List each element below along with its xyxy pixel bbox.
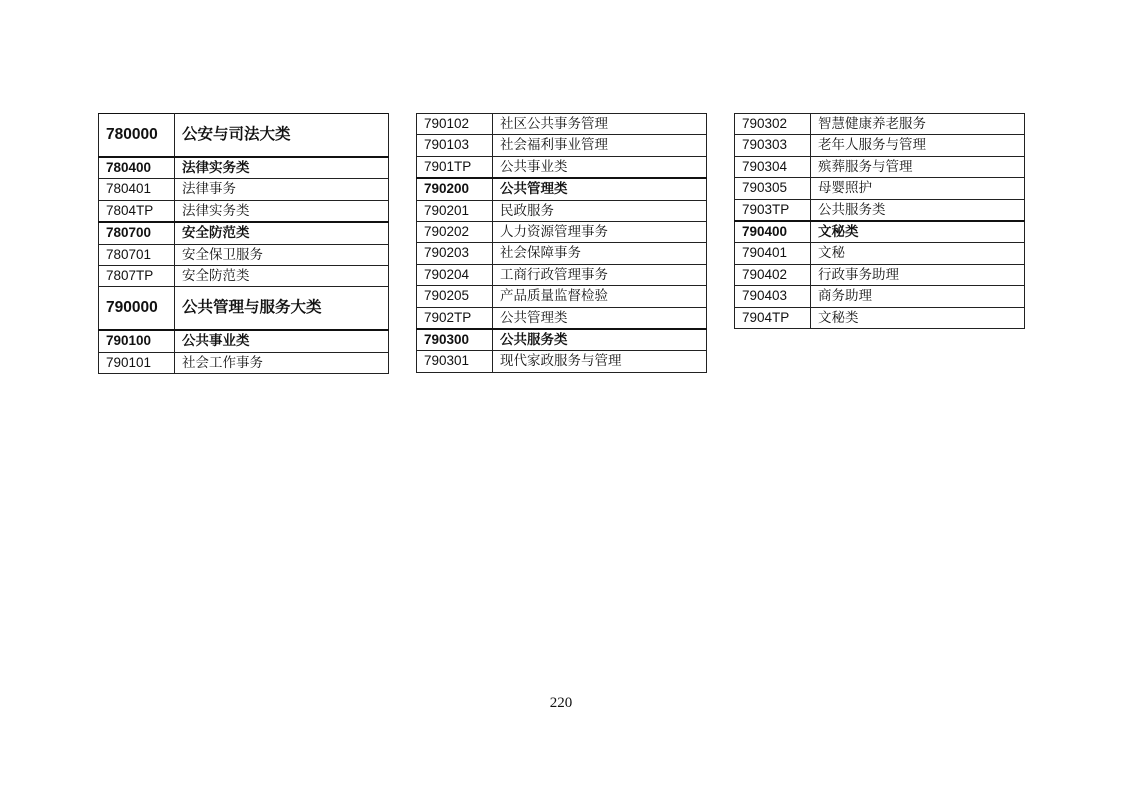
category-name: 文秘类 [811, 221, 1025, 243]
item-name: 智慧健康养老服务 [811, 114, 1025, 135]
item-code: 7904TP [735, 307, 811, 328]
table-row [417, 329, 707, 351]
table-row [417, 243, 707, 264]
item-code: 7903TP [735, 199, 811, 221]
table-row [735, 156, 1025, 177]
item-code: 790401 [735, 243, 811, 264]
item-name: 公共事业类 [493, 156, 707, 178]
item-code: 790402 [735, 264, 811, 285]
major-code: 780000 [99, 114, 175, 158]
table-row [99, 179, 389, 200]
major-name: 公安与司法大类 [175, 114, 389, 158]
table-row [99, 287, 389, 331]
category-code: 790400 [735, 221, 811, 243]
item-code: 780701 [99, 244, 175, 265]
item-name: 社区公共事务管理 [493, 114, 707, 135]
item-code: 790204 [417, 264, 493, 285]
item-code: 7804TP [99, 200, 175, 222]
item-name: 殡葬服务与管理 [811, 156, 1025, 177]
item-name: 行政事务助理 [811, 264, 1025, 285]
table-row [735, 199, 1025, 221]
table-row [99, 352, 389, 373]
item-name: 产品质量监督检验 [493, 286, 707, 307]
table-row [99, 330, 389, 352]
item-name: 安全保卫服务 [175, 244, 389, 265]
item-code: 790304 [735, 156, 811, 177]
page-number: 220 [549, 695, 573, 711]
major-code-table-2 [416, 113, 707, 373]
item-name: 商务助理 [811, 286, 1025, 307]
item-name: 法律事务 [175, 179, 389, 200]
table-row [417, 307, 707, 329]
item-code: 790303 [735, 135, 811, 156]
category-name: 公共事业类 [175, 330, 389, 352]
item-name: 社会工作事务 [175, 352, 389, 373]
table-row [735, 286, 1025, 307]
category-code: 780700 [99, 222, 175, 244]
item-code: 790202 [417, 222, 493, 243]
category-name: 公共服务类 [493, 329, 707, 351]
table-row [417, 286, 707, 307]
item-code: 7902TP [417, 307, 493, 329]
item-code: 780401 [99, 179, 175, 200]
major-code: 790000 [99, 287, 175, 331]
table-row [735, 264, 1025, 285]
table-row [735, 243, 1025, 264]
item-code: 790305 [735, 178, 811, 199]
category-name: 安全防范类 [175, 222, 389, 244]
item-name: 社会保障事务 [493, 243, 707, 264]
item-name: 社会福利事业管理 [493, 135, 707, 156]
item-name: 安全防范类 [175, 266, 389, 287]
item-name: 公共服务类 [811, 199, 1025, 221]
table-row [417, 135, 707, 156]
item-code: 790302 [735, 114, 811, 135]
item-name: 文秘类 [811, 307, 1025, 328]
category-code: 790100 [99, 330, 175, 352]
item-code: 790101 [99, 352, 175, 373]
item-code: 790301 [417, 351, 493, 372]
table-row [417, 222, 707, 243]
table-row [99, 222, 389, 244]
table-row [735, 135, 1025, 156]
item-name: 民政服务 [493, 200, 707, 221]
item-name: 现代家政服务与管理 [493, 351, 707, 372]
item-code: 790103 [417, 135, 493, 156]
table-row [735, 114, 1025, 135]
table-row [417, 200, 707, 221]
table-row [417, 178, 707, 200]
table-row [99, 157, 389, 179]
item-code: 790403 [735, 286, 811, 307]
item-name: 公共管理类 [493, 307, 707, 329]
item-name: 老年人服务与管理 [811, 135, 1025, 156]
table-row [417, 114, 707, 135]
item-code: 790201 [417, 200, 493, 221]
table-row [417, 156, 707, 178]
category-code: 790200 [417, 178, 493, 200]
category-name: 公共管理类 [493, 178, 707, 200]
item-code: 790205 [417, 286, 493, 307]
item-code: 790203 [417, 243, 493, 264]
table-row [417, 351, 707, 372]
table-row [735, 307, 1025, 328]
category-code: 790300 [417, 329, 493, 351]
category-code: 780400 [99, 157, 175, 179]
table-row [99, 200, 389, 222]
major-name: 公共管理与服务大类 [175, 287, 389, 331]
item-name: 人力资源管理事务 [493, 222, 707, 243]
major-code-table-1 [98, 113, 389, 374]
item-name: 母婴照护 [811, 178, 1025, 199]
item-name: 文秘 [811, 243, 1025, 264]
category-name: 法律实务类 [175, 157, 389, 179]
table-row [417, 264, 707, 285]
item-name: 工商行政管理事务 [493, 264, 707, 285]
major-code-table-3 [734, 113, 1025, 329]
item-name: 法律实务类 [175, 200, 389, 222]
item-code: 7901TP [417, 156, 493, 178]
item-code: 790102 [417, 114, 493, 135]
table-row [735, 221, 1025, 243]
table-row [99, 244, 389, 265]
item-code: 7807TP [99, 266, 175, 287]
table-row [99, 266, 389, 287]
table-row [735, 178, 1025, 199]
table-row [99, 114, 389, 158]
